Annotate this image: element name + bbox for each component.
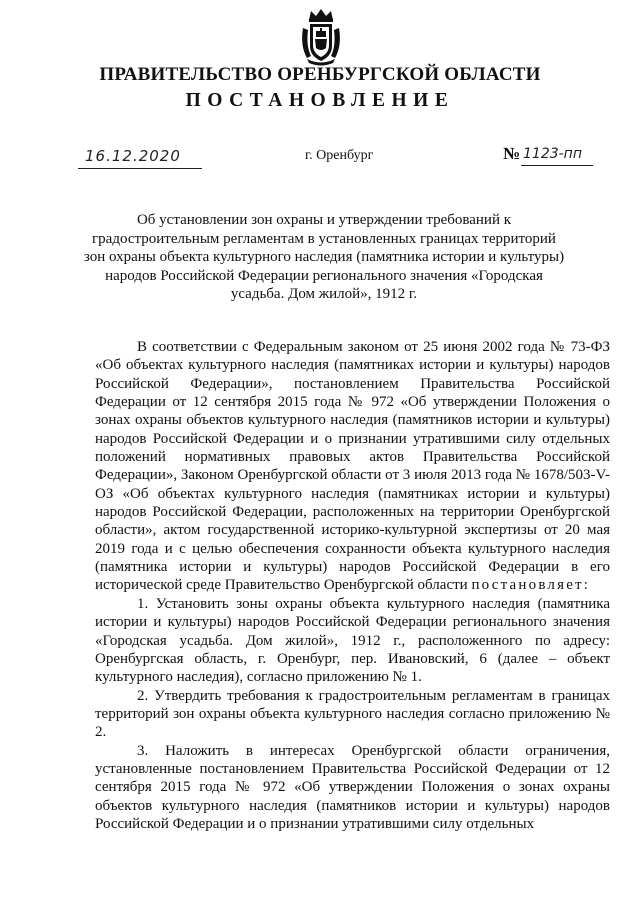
preamble-paragraph <box>95 338 610 595</box>
coat-of-arms-icon <box>299 6 343 66</box>
organization-name: ПРАВИТЕЛЬСТВО ОРЕНБУРГСКОЙ ОБЛАСТИ <box>99 64 541 85</box>
document-title: Об установлении зон охраны и утверждении требований к градостроительным регламентам в установленных границах территорий зон охраны объекта культурного наследия (памятника истории и культуры) народов Российской Федерации регионального значения «Городская усадьба. Дом жилой», 1912 г. <box>83 212 565 303</box>
number-underline <box>521 165 593 166</box>
item-2-paragraph: 2. Утвердить требования к градостроительным регламентам в границах территорий зон охраны объекта культурного наследия согласно приложению № 2. <box>95 687 610 741</box>
document-type: ПОСТАНОВЛЕНИЕ <box>185 90 455 111</box>
number-label: № <box>503 144 521 163</box>
item-1-paragraph: 1. Установить зоны охраны объекта культурного наследия (памятника истории и культуры) народов Российской Федерации регионального значения «Городская усадьба. Дом жилой», 1912 г., расположенного по адресу: Оренбургская область, г. Оренбург, пер. Ивановский, 6 (далее – объект культурного наследия), согласно приложению № 1. <box>95 595 610 686</box>
document-number: 1123-пп <box>523 146 582 162</box>
document-date: 16.12.2020 <box>85 147 181 165</box>
date-underline <box>78 168 202 169</box>
preamble-text: В соответствии с Федеральным законом от 25 июня 2002 года № 73-ФЗ «Об объектах культурного наследия (памятниках истории и культуры) народов Российской Федерации», постановлением Правительства Российской Федерации от 12 сентября 2015 года № 972 «Об утверждении Положения о зонах охраны объектов культурного наследия (памятников истории и культуры) народов Российской Федерации и о признании утратившими силу отдельных положений нормативных правовых актов Правительства Российской Федерации», Законом Оренбургской области от 3 июля 2013 года № 1678/503-V-ОЗ «Об объектах культурного наследия (памятниках истории и культуры) народов Российской Федерации, расположенных на территории Оренбургской области», актом государственной историко-культурной экспертизы от 20 мая 2019 года и с целью обеспечения сохранности объекта культурного наследия (памятника истории и культуры) народов Российской Федерации в его исторической среде Правительство Оренбургской области <box>95 339 610 594</box>
document-body <box>95 338 610 833</box>
item-3-paragraph: 3. Наложить в интересах Оренбургской области ограничения, установленные постановлением Правительства Российской Федерации от 12 сентября 2015 года № 972 «Об утверждении Положения о зонах охраны объектов культурного наследия (памятников истории и культуры) народов Российской Федерации и о признании утратившими силу отдельных <box>95 742 610 832</box>
resolves-word: постановляет: <box>471 577 591 594</box>
document-city: г. Оренбург <box>305 148 374 163</box>
